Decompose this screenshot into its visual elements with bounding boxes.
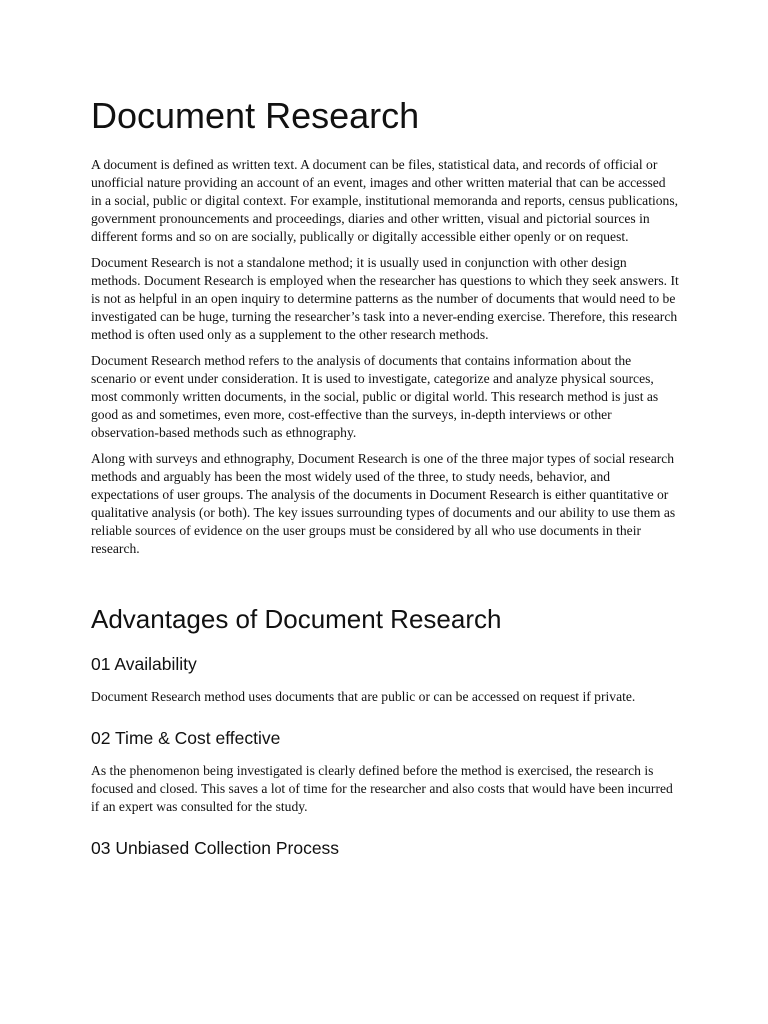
intro-paragraph-3: Document Research method refers to the analysis of documents that contains information about the scenario or event under consideration. It is used to investigate, categorize and analyze physical sources, most commonly written documents, in the social, public or digital world. This research method is just as good as and sometimes, even more, cost-effective than the surveys, in-depth interviews or other observation-based methods such as ethnography. xyxy=(91,353,659,440)
advantages-heading: Advantages of Document Research xyxy=(91,604,502,634)
advantage-text-time-cost: As the phenomenon being investigated is clearly defined before the method is exercised, the research is focused and closed. This saves a lot of time for the researcher and also costs that would have been incurred if an expert was consulted for the study. xyxy=(91,763,673,814)
intro-paragraph-4: Along with surveys and ethnography, Document Research is one of the three major types of social research methods and arguably has been the most widely used of the three, to study needs, behavior, and expectations of user groups. The analysis of the documents in Document Research is either quantitative or qualitative analysis (or both). The key issues surrounding types of documents and our ability to use them as reliable sources of evidence on the user groups must be considered by all who use documents in their research. xyxy=(91,451,676,556)
page-title: Document Research xyxy=(91,95,420,136)
advantage-title-availability: 01 Availability xyxy=(91,654,197,674)
section-spacer xyxy=(91,566,679,602)
advantage-title-unbiased: 03 Unbiased Collection Process xyxy=(91,838,340,858)
subsection-spacer xyxy=(91,714,679,726)
intro-paragraph-2: Document Research is not a standalone method; it is usually used in conjunction with other design methods. Document Research is employed when the researcher has questions to which they seek answers. It is not as helpful in an open inquiry to determine patterns as the number of documents that would need to be investigated can be huge, turning the researcher’s task into a never-ending exercise. Therefore, this research method is often used only as a supplement to the other research methods. xyxy=(91,255,679,342)
document-page xyxy=(91,92,679,872)
intro-paragraph-1: A document is defined as written text. A document can be files, statistical data, and records of official or unofficial nature providing an account of an event, images and other written material that can be accessed in a social, public or digital context. For example, institutional memoranda and reports, census publications, government pronouncements and proceedings, diaries and other written, visual and pictorial sources in different forms and so on are socially, publically or digitally accessible either openly or on request. xyxy=(91,157,679,244)
advantage-text-availability: Document Research method uses documents that are public or can be accessed on request if private. xyxy=(91,689,636,704)
advantage-title-time-cost: 02 Time & Cost effective xyxy=(91,728,281,748)
subsection-spacer xyxy=(91,824,679,836)
